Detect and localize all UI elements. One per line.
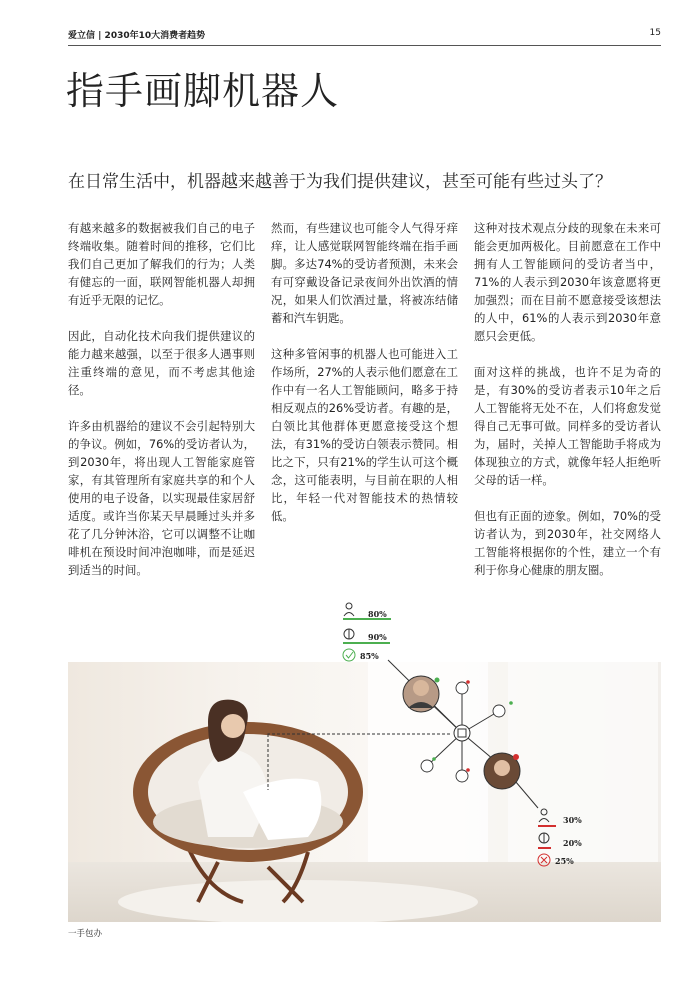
text-column-1 (68, 219, 255, 597)
header-brand: 爱立信 | 2030年10大消费者趋势 (68, 31, 206, 41)
paragraph: 这种对技术观点分歧的现象在未来可能会更加两极化。目前愿意在工作中拥有人工智能顾问的受访者当中，71%的人表示到2030年该意愿将更加强烈；而在目前不愿意接受该想法的人中，61%的人表示到2030年意愿只会更低。 (474, 221, 661, 343)
page-subtitle: 在日常生活中，机器越来越善于为我们提供建议，甚至可能有些过头了？ (68, 172, 612, 192)
paragraph: 许多由机器给的建议不会引起特别大的争议。例如，76%的受访者认为，到2030年，将出现人工智能家庭管家，有其管理所有家庭共享的和个人使用的电子设备，以实现最佳家居舒适度。或许当你某天早晨睡过头并多花了几分钟沐浴，它可以调整不让咖啡机在预设时间冲泡咖啡，而是延迟到适当的时间。 (68, 419, 255, 577)
stat-top-check-value: 85% (360, 651, 379, 661)
page-number: 15 (649, 28, 661, 38)
page-header (68, 28, 661, 42)
paragraph: 因此，自动化技术向我们提供建议的能力越来越强，以至于很多人遇事则注重终端的意见，而不考虑其他途径。 (68, 329, 255, 397)
paragraph: 但也有正面的迹象。例如，70%的受访者认为，到2030年，社交网络人工智能将根据你的个性，建立一个有利于你身心健康的朋友圈。 (474, 509, 661, 577)
paragraph: 面对这样的挑战，也许不足为奇的是，有30%的受访者表示10年之后人工智能将无处不在，人们将愈发觉得自己无事可做。同样多的受访者认为，届时，关掉人工智能助手将成为体现独立的方式，就像年轻人拒绝听父母的话一样。 (474, 365, 661, 487)
stat-top-person-value: 80% (368, 609, 387, 619)
paragraph: 然而，有些建议也可能令人气得牙痒痒，让人感觉联网智能终端在指手画脚。多达74%的受访者预测，未来会有可穿戴设备记录夜间外出饮酒的情况，如果人们饮酒过量，将被冻结储蓄和汽车钥匙。 (271, 221, 458, 325)
paragraph: 有越来越多的数据被我们自己的电子终端收集。随着时间的推移，它们比我们自己更加了解我们的行为；人类有健忘的一面，联网智能机器人却拥有近乎无限的记忆。 (68, 221, 255, 307)
text-column-3 (474, 219, 661, 597)
paragraph: 这种多管闲事的机器人也可能进入工作场所，27%的人表示他们愿意在工作中有一名人工智能顾问，略多于持相反观点的26%受访者。有趣的是，白领比其他群体更愿意接受这个想法，有31%的受访白领表示赞同。相比之下，只有21%的学生认可这个概念，这可能表明，与目前在职的人相比，年轻一代对智能技术的热情较低。 (271, 347, 458, 523)
person-icon (344, 603, 354, 616)
stat-top-globe-value: 90% (368, 632, 387, 642)
header-divider (68, 45, 661, 46)
stat-bottom-person-value: 30% (563, 815, 582, 825)
woman-in-chair-illustration (68, 662, 661, 922)
figure-caption: 一手包办 (68, 929, 103, 939)
globe-icon (344, 629, 354, 639)
check-circle-icon (343, 649, 355, 661)
stat-bottom-globe-value: 20% (563, 838, 582, 848)
hero-photo (68, 662, 661, 922)
stat-bottom-cross-value: 25% (555, 856, 574, 866)
text-column-2 (271, 219, 458, 543)
page-title: 指手画脚机器人 (66, 69, 340, 113)
